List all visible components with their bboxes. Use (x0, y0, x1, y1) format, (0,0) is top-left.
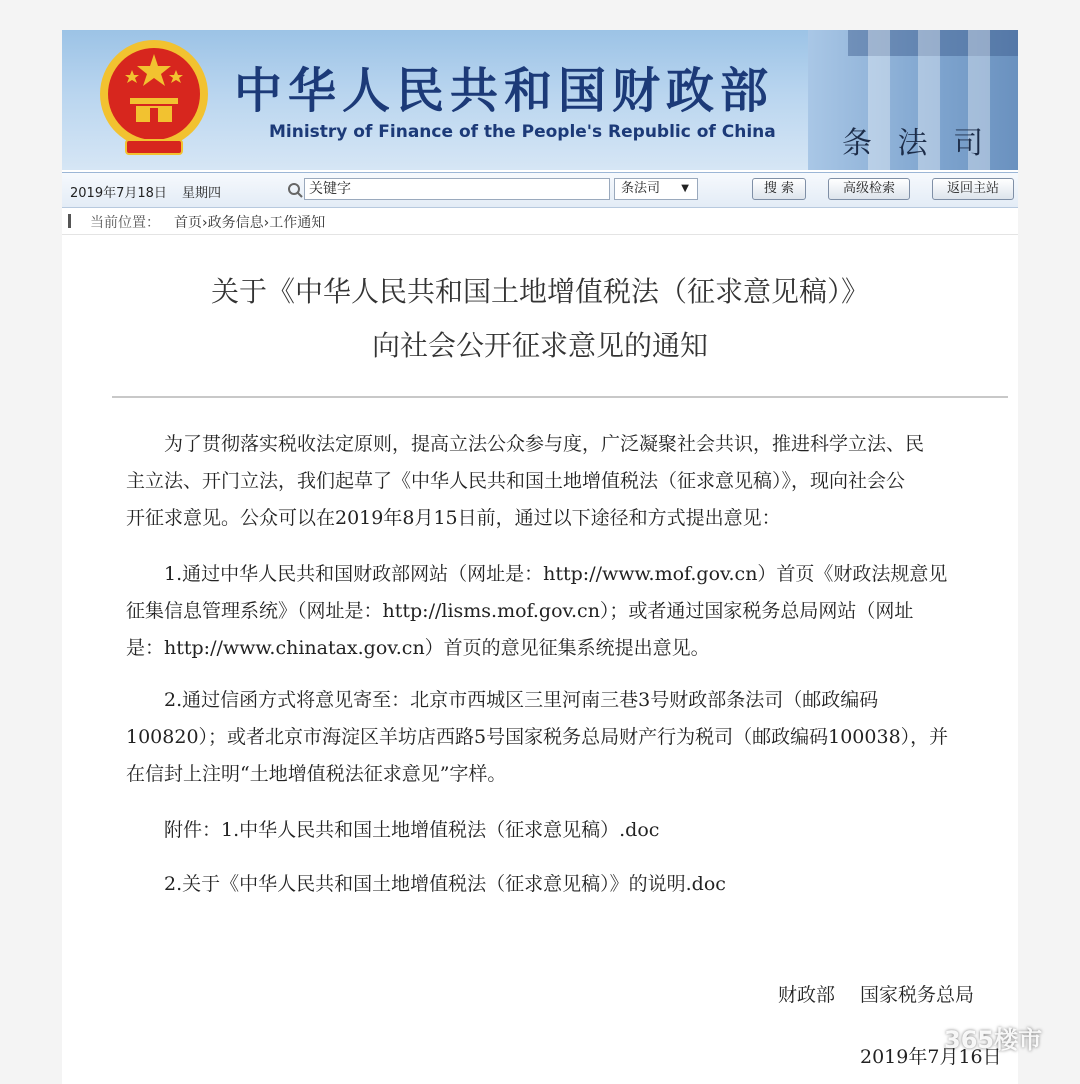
text-line: 主立法、开门立法，我们起草了《中华人民共和国土地增值税法（征求意见稿）》，现向社会公 (126, 470, 906, 492)
breadcrumb-path[interactable]: 首页›政务信息›工作通知 (174, 215, 326, 231)
attachment-1-link[interactable] (126, 812, 1006, 849)
document-title-line2: 向社会公开征求意见的通知 (371, 329, 708, 362)
breadcrumb (62, 208, 1018, 234)
site-title: 中华人民共和国财政部 (234, 63, 775, 119)
paragraph-intro (126, 426, 1006, 537)
signers: 财政部 国家税务总局 (778, 984, 975, 1006)
document-title-line1: 关于《中华人民共和国土地增值税法（征求意见稿）》 (210, 275, 869, 308)
return-home-button[interactable]: 返回主站 (932, 178, 1014, 200)
search-icon (286, 181, 304, 199)
text-line: 2.通过信函方式将意见寄至：北京市西城区三里河南三巷3号财政部条法司（邮政编码 (126, 689, 879, 711)
text-line: 是：http://www.chinatax.gov.cn）首页的意见征集系统提出意见。 (126, 637, 710, 659)
breadcrumb-marker (68, 214, 71, 228)
text-line: 在信封上注明“土地增值税法征求意见”字样。 (126, 763, 507, 785)
watermark: 365楼市 (944, 1026, 1043, 1054)
scope-select[interactable] (614, 178, 698, 200)
header-banner (62, 30, 1018, 170)
department-name: 条 法 司 (842, 126, 992, 161)
current-weekday: 星期四 (182, 186, 222, 201)
divider (62, 234, 1018, 235)
text-line: 开征求意见。公众可以在2019年8月15日前，通过以下途径和方式提出意见： (126, 507, 781, 529)
attachment-1-text: 附件：1.中华人民共和国土地增值税法（征求意见稿）.doc (126, 819, 660, 841)
text-line: 1.通过中华人民共和国财政部网站（网址是：http://www.mof.gov.cn）首页《财政法规意见 (126, 563, 948, 585)
sign-date: 2019年7月16日 (860, 1046, 1002, 1068)
search-button[interactable]: 搜 索 (752, 178, 806, 200)
advanced-search-button[interactable]: 高级检索 (828, 178, 910, 200)
site-title-english: Ministry of Finance of the People's Republic of China (269, 122, 776, 142)
current-date: 2019年7月18日 (70, 186, 167, 201)
wechat-icon (908, 1024, 938, 1048)
paragraph-method-1 (126, 556, 1006, 667)
scope-select-value: 条法司 (621, 181, 661, 196)
breadcrumb-label: 当前位置： (90, 215, 160, 231)
text-line: 为了贯彻落实税收法定原则，提高立法公众参与度，广泛凝聚社会共识，推进科学立法、民 (126, 433, 925, 455)
search-input[interactable]: 关键字 (304, 178, 610, 200)
text-line: 征集信息管理系统》（网址是：http://lisms.mof.gov.cn）；或者通过国家税务总局网站（网址 (126, 600, 914, 622)
national-emblem-icon (96, 36, 212, 158)
toolbar (62, 172, 1018, 208)
paragraph-method-2 (126, 682, 1006, 793)
dropdown-arrow-icon: ▼ (681, 183, 689, 194)
title-rule (112, 396, 1008, 398)
attachment-2-link[interactable] (126, 866, 1006, 903)
text-line: 100820）；或者北京市海淀区羊坊店西路5号国家税务总局财产行为税司（邮政编码100038），并 (126, 726, 949, 748)
attachment-2-text: 2.关于《中华人民共和国土地增值税法（征求意见稿）》的说明.doc (126, 873, 726, 895)
page (62, 30, 1018, 1084)
